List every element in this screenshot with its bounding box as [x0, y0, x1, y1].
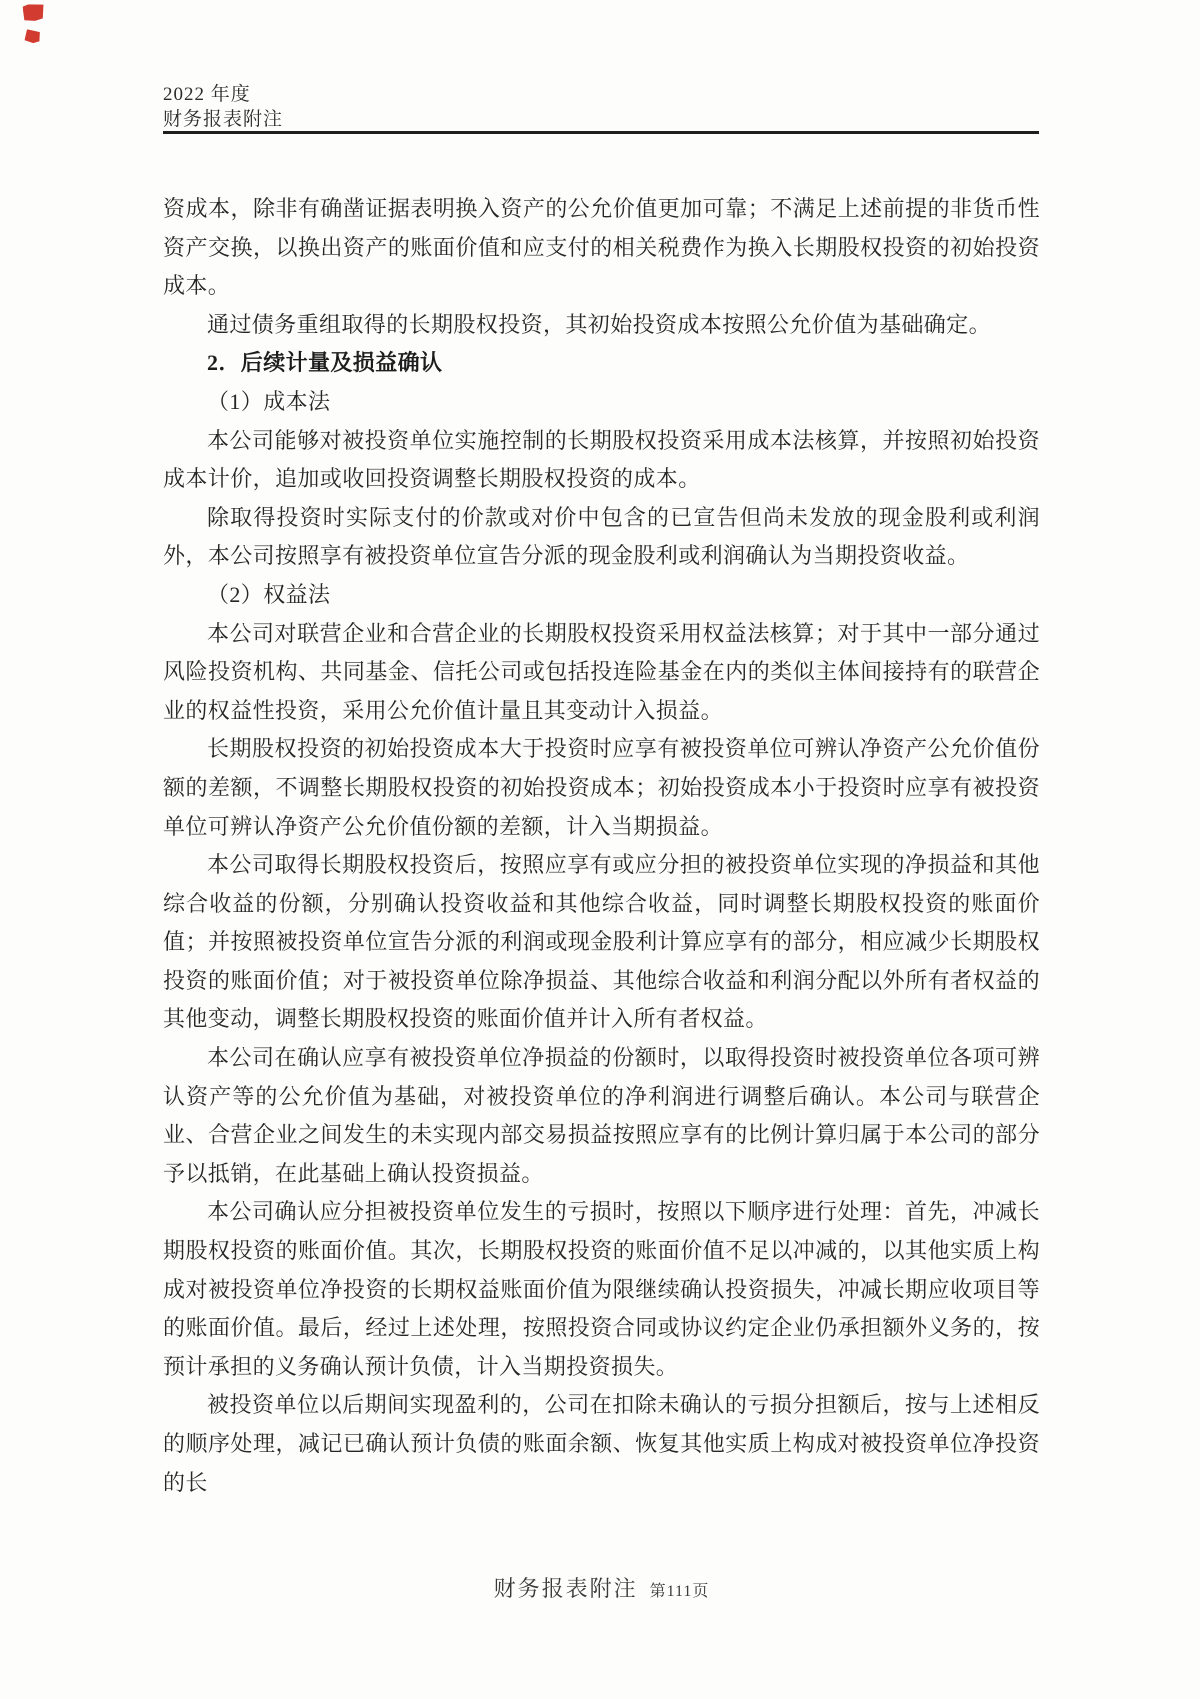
paragraph: 资成本，除非有确凿证据表明换入资产的公允价值更加可靠；不满足上述前提的非货币性资产交换，以换出资产的账面价值和应支付的相关税费作为换入长期股权投资的初始投资成本。	[163, 196, 1040, 299]
paragraph: 被投资单位以后期间实现盈利的，公司在扣除未确认的亏损分担额后，按与上述相反的顺序处理，减记已确认预计负债的账面余额、恢复其他实质上构成对被投资单位净投资的长	[163, 1392, 1040, 1495]
page-footer	[163, 1572, 1040, 1603]
paragraph: 本公司能够对被投资单位实施控制的长期股权投资采用成本法核算，并按照初始投资成本计价，追加或收回投资调整长期股权投资的成本。	[163, 427, 1040, 492]
footer-title: 财务报表附注	[493, 1576, 638, 1601]
red-scan-artifact-mark	[24, 29, 40, 44]
paragraph: 本公司在确认应享有被投资单位净损益的份额时，以取得投资时被投资单位各项可辨认资产等的公允价值为基础，对被投资单位的净利润进行调整后确认。本公司与联营企业、合营企业之间发生的未实现内部交易损益按照应享有的比例计算归属于本公司的部分予以抵销，在此基础上确认投资损益。	[163, 1045, 1040, 1186]
header-rule-line	[163, 131, 1039, 134]
document-body-text	[163, 190, 1040, 1502]
section-heading: 2．后续计量及损益确认	[207, 350, 443, 376]
paragraph: 除取得投资时实际支付的价款或对价中包含的已宣告但尚未发放的现金股利或利润外，本公司按照享有被投资单位宣告分派的现金股利或利润确认为当期投资收益。	[163, 504, 1040, 569]
paragraph: 长期股权投资的初始投资成本大于投资时应享有被投资单位可辨认净资产公允价值份额的差额，不调整长期股权投资的初始投资成本；初始投资成本小于投资时应享有被投资单位可辨认净资产公允价值份额的差额，计入当期损益。	[163, 736, 1040, 839]
paragraph: 本公司确认应分担被投资单位发生的亏损时，按照以下顺序进行处理：首先，冲减长期股权投资的账面价值。其次，长期股权投资的账面价值不足以冲减的，以其他实质上构成对被投资单位净投资的长期权益账面价值为限继续确认投资损失，冲减长期应收项目等的账面价值。最后，经过上述处理，按照投资合同或协议约定企业仍承担额外义务的，按预计承担的义务确认预计负债，计入当期投资损失。	[163, 1199, 1040, 1379]
header-title-line: 财务报表附注	[163, 109, 284, 130]
header-year-line: 2022 年度	[163, 84, 251, 105]
page-header	[163, 82, 1040, 132]
paragraph: 本公司取得长期股权投资后，按照应享有或应分担的被投资单位实现的净损益和其他综合收益的份额，分别确认投资收益和其他综合收益，同时调整长期股权投资的账面价值；并按照被投资单位宣告分派的利润或现金股利计算应享有的部分，相应减少长期股权投资的账面价值；对于被投资单位除净损益、其他综合收益和利润分配以外所有者权益的其他变动，调整长期股权投资的账面价值并计入所有者权益。	[163, 852, 1040, 1032]
red-scan-artifact-mark	[22, 3, 44, 21]
paragraph: 通过债务重组取得的长期股权投资，其初始投资成本按照公允价值为基础确定。	[207, 311, 992, 337]
footer-page-number: 第111页	[649, 1583, 710, 1600]
paragraph: 本公司对联营企业和合营企业的长期股权投资采用权益法核算；对于其中一部分通过风险投资机构、共同基金、信托公司或包括投连险基金在内的类似主体间接持有的联营企业的权益性投资，采用公允价值计量且其变动计入损益。	[163, 620, 1040, 723]
subsection-label: （1）成本法	[207, 388, 331, 414]
subsection-label: （2）权益法	[207, 581, 331, 607]
